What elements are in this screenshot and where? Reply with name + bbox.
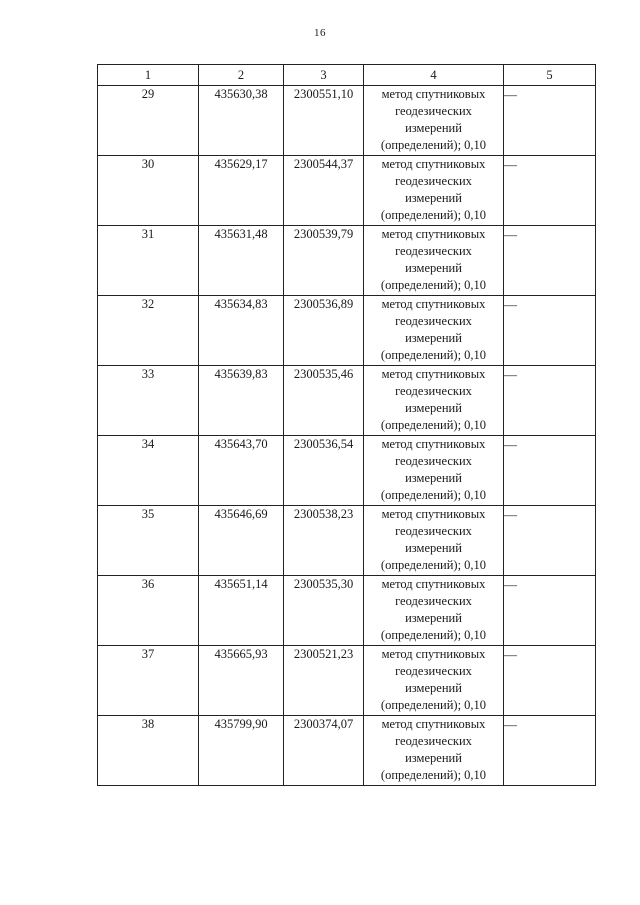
method-line: (определений); 0,10 [380,628,487,642]
note-cell: — [504,86,596,156]
method-line: (определений); 0,10 [380,208,487,222]
method-line: измерений [405,331,462,345]
y-coordinate-cell: 2300535,30 [284,576,364,646]
table-row [98,296,596,366]
point-number-cell: 35 [98,506,199,576]
note-cell: — [504,506,596,576]
table-row [98,366,596,436]
method-line: измерений [405,471,462,485]
method-line: измерений [405,611,462,625]
point-number-cell: 30 [98,156,199,226]
x-coordinate-cell: 435634,83 [199,296,284,366]
x-coordinate-cell: 435630,38 [199,86,284,156]
method-line: измерений [405,681,462,695]
method-line: измерений [405,121,462,135]
method-line: геодезических [395,174,472,188]
method-line: метод спутниковых [381,717,486,731]
x-coordinate-cell: 435639,83 [199,366,284,436]
point-number-cell: 33 [98,366,199,436]
method-line: метод спутниковых [381,87,486,101]
y-coordinate-cell: 2300551,10 [284,86,364,156]
table-row [98,226,596,296]
method-cell [364,436,504,506]
method-line: геодезических [395,594,472,608]
method-cell [364,366,504,436]
method-cell [364,506,504,576]
method-line: геодезических [395,244,472,258]
method-line: геодезических [395,104,472,118]
method-cell [364,296,504,366]
method-line: метод спутниковых [381,437,486,451]
coordinates-table [97,64,596,786]
note-cell: — [504,296,596,366]
method-cell [364,226,504,296]
method-line: (определений); 0,10 [380,768,487,782]
method-line: измерений [405,401,462,415]
method-line: метод спутниковых [381,577,486,591]
point-number-cell: 38 [98,716,199,786]
method-line: (определений); 0,10 [380,698,487,712]
table-row [98,506,596,576]
y-coordinate-cell: 2300536,89 [284,296,364,366]
table-row [98,156,596,226]
y-coordinate-cell: 2300374,07 [284,716,364,786]
y-coordinate-cell: 2300521,23 [284,646,364,716]
note-cell: — [504,576,596,646]
point-number-cell: 29 [98,86,199,156]
x-coordinate-cell: 435629,17 [199,156,284,226]
point-number-cell: 36 [98,576,199,646]
column-header-1: 1 [98,65,199,86]
method-line: геодезических [395,314,472,328]
method-line: метод спутниковых [381,647,486,661]
method-line: метод спутниковых [381,297,486,311]
x-coordinate-cell: 435651,14 [199,576,284,646]
method-line: (определений); 0,10 [380,278,487,292]
x-coordinate-cell: 435665,93 [199,646,284,716]
point-number-cell: 37 [98,646,199,716]
method-line: геодезических [395,664,472,678]
note-cell: — [504,436,596,506]
point-number-cell: 32 [98,296,199,366]
note-cell: — [504,716,596,786]
method-line: геодезических [395,384,472,398]
method-line: (определений); 0,10 [380,558,487,572]
x-coordinate-cell: 435631,48 [199,226,284,296]
method-line: геодезических [395,734,472,748]
y-coordinate-cell: 2300539,79 [284,226,364,296]
note-cell: — [504,226,596,296]
method-line: геодезических [395,454,472,468]
column-header-4: 4 [364,65,504,86]
table-row [98,646,596,716]
x-coordinate-cell: 435799,90 [199,716,284,786]
method-line: (определений); 0,10 [380,418,487,432]
point-number-cell: 34 [98,436,199,506]
table-row [98,436,596,506]
method-cell [364,86,504,156]
y-coordinate-cell: 2300536,54 [284,436,364,506]
table-row [98,576,596,646]
x-coordinate-cell: 435646,69 [199,506,284,576]
x-coordinate-cell: 435643,70 [199,436,284,506]
table-row [98,86,596,156]
method-cell [364,576,504,646]
method-line: (определений); 0,10 [380,138,487,152]
column-header-2: 2 [199,65,284,86]
table-row [98,716,596,786]
method-line: метод спутниковых [381,157,486,171]
table-header-row [98,65,596,86]
method-line: метод спутниковых [381,367,486,381]
method-line: (определений); 0,10 [380,348,487,362]
method-line: геодезических [395,524,472,538]
method-cell [364,646,504,716]
method-cell [364,716,504,786]
method-line: метод спутниковых [381,227,486,241]
y-coordinate-cell: 2300538,23 [284,506,364,576]
method-line: метод спутниковых [381,507,486,521]
method-line: измерений [405,191,462,205]
note-cell: — [504,646,596,716]
y-coordinate-cell: 2300535,46 [284,366,364,436]
column-header-3: 3 [284,65,364,86]
method-cell [364,156,504,226]
note-cell: — [504,366,596,436]
note-cell: — [504,156,596,226]
column-header-5: 5 [504,65,596,86]
method-line: измерений [405,751,462,765]
page-number: 16 [314,27,326,39]
method-line: измерений [405,261,462,275]
method-line: (определений); 0,10 [380,488,487,502]
point-number-cell: 31 [98,226,199,296]
table-body [98,86,596,786]
y-coordinate-cell: 2300544,37 [284,156,364,226]
method-line: измерений [405,541,462,555]
